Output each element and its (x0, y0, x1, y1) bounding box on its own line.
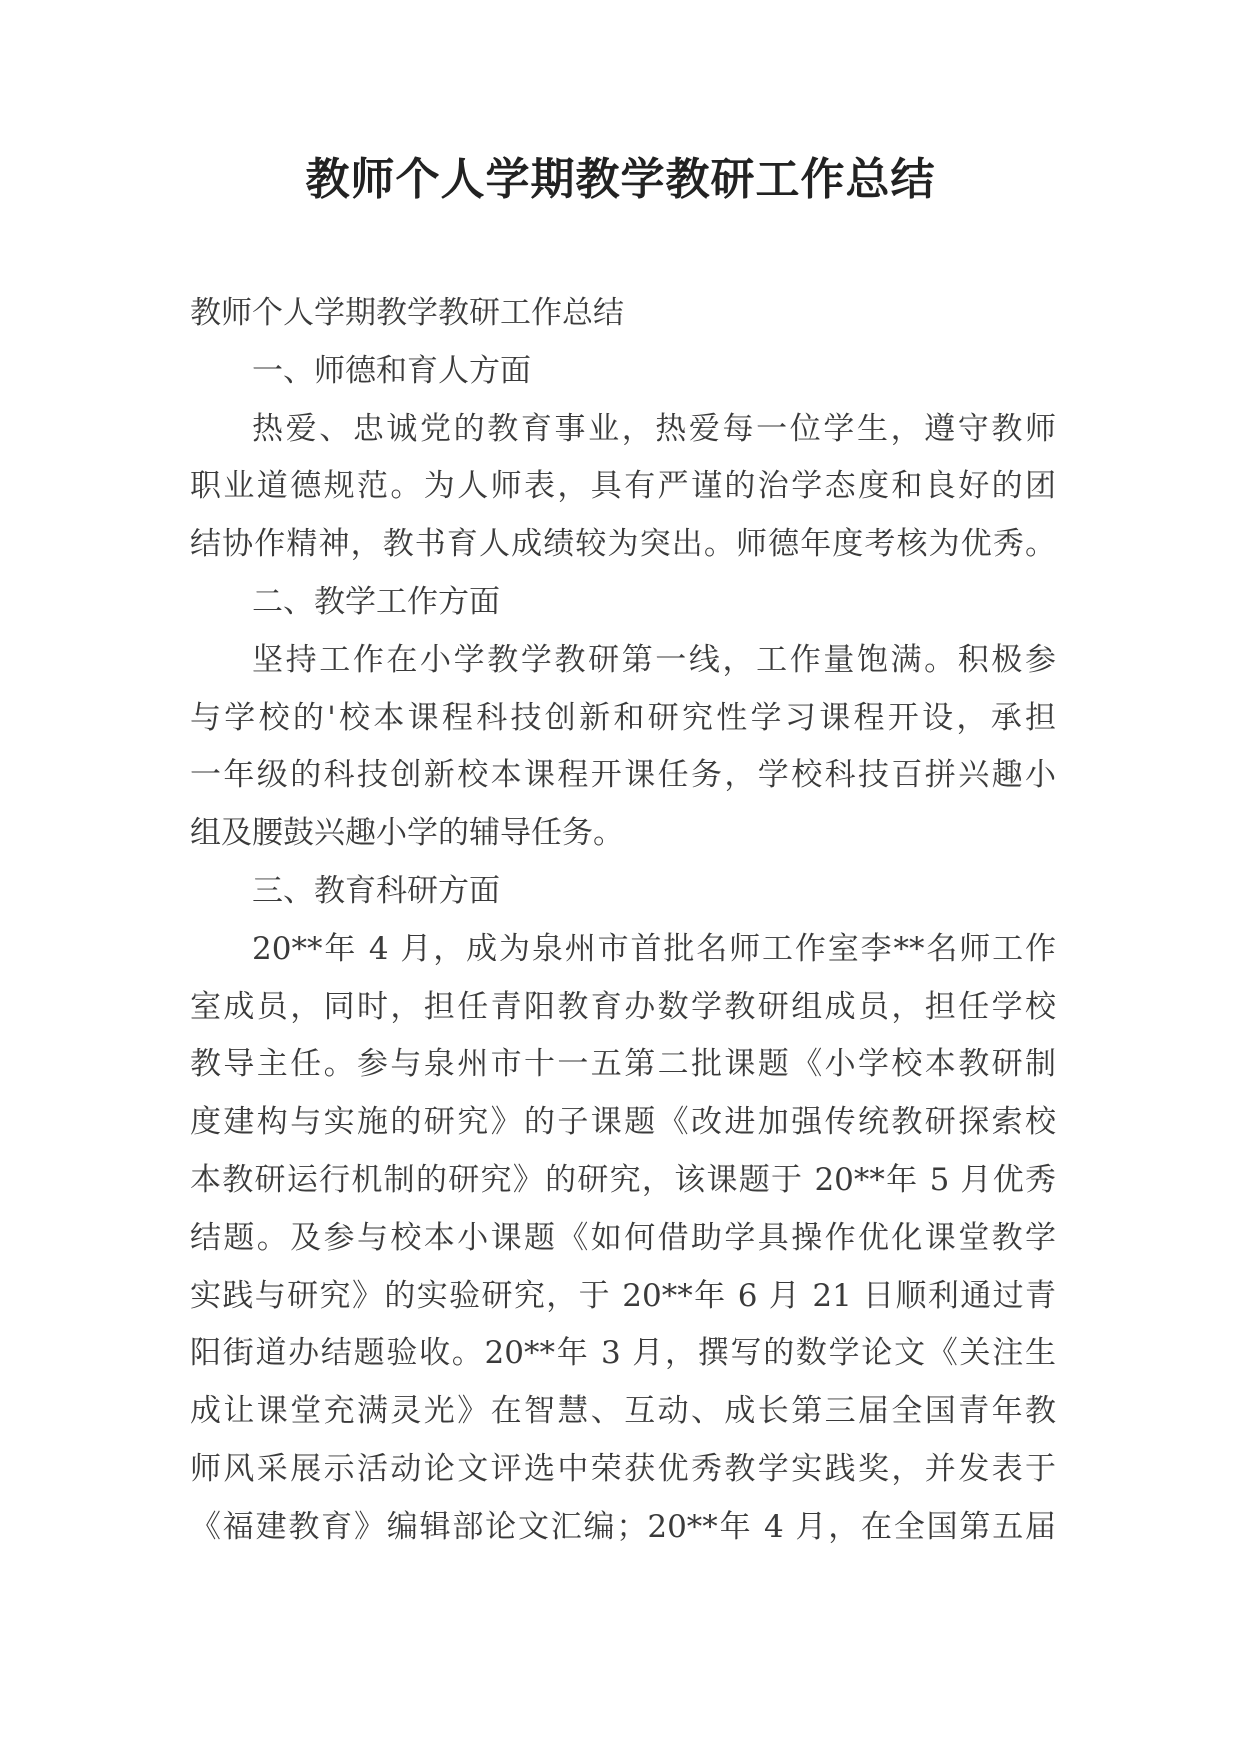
paragraph-line: 本教研运行机制的研究》的研究，该课题于 20**年 5 月优秀 (190, 1161, 1056, 1198)
paragraph-line: 教师个人学期教学教研工作总结 (190, 295, 624, 331)
paragraph-line: 一、师德和育人方面 (252, 352, 531, 389)
paragraph-line: 成让课堂充满灵光》在智慧、互动、成长第三届全国青年教 (190, 1393, 1056, 1430)
paragraph-line: 结题。及参与校本小课题《如何借助学具操作优化课堂教学 (190, 1219, 1056, 1256)
paragraph-line: 阳街道办结题验收。20**年 3 月，撰写的数学论文《关注生 (190, 1335, 1056, 1372)
paragraph-line: 组及腰鼓兴趣小学的辅导任务。 (190, 815, 624, 852)
paragraph-line: 二、教学工作方面 (252, 583, 500, 620)
paragraph-line: 职业道德规范。为人师表，具有严谨的治学态度和良好的团 (190, 468, 1056, 505)
paragraph-line: 热爱、忠诚党的教育事业，热爱每一位学生，遵守教师 (252, 410, 1056, 447)
paragraph-line: 室成员，同时，担任青阳教育办数学教研组成员，担任学校 (190, 988, 1056, 1025)
paragraph-line: 度建构与实施的研究》的子课题《改进加强传统教研探索校 (190, 1104, 1056, 1141)
paragraph-line: 教导主任。参与泉州市十一五第二批课题《小学校本教研制 (190, 1046, 1056, 1083)
paragraph-line: 一年级的科技创新校本课程开课任务，学校科技百拼兴趣小 (190, 757, 1056, 794)
document-body (190, 285, 1056, 1557)
paragraph-line: 与学校的'校本课程科技创新和研究性学习课程开设，承担 (190, 699, 1056, 736)
document-title: 教师个人学期教学教研工作总结 (305, 154, 936, 205)
paragraph-line: 《福建教育》编辑部论文汇编；20**年 4 月，在全国第五届 (190, 1508, 1056, 1545)
paragraph-line: 结协作精神，教书育人成绩较为突出。师德年度考核为优秀。 (190, 526, 1056, 563)
paragraph-line: 实践与研究》的实验研究，于 20**年 6 月 21 日顺利通过青 (190, 1277, 1056, 1314)
paragraph-line: 坚持工作在小学教学教研第一线，工作量饱满。积极参 (252, 641, 1056, 678)
paragraph-line: 20**年 4 月，成为泉州市首批名师工作室李**名师工作 (252, 930, 1056, 967)
paragraph-line: 三、教育科研方面 (252, 872, 500, 909)
paragraph-line: 师风采展示活动论文评选中荣获优秀教学实践奖，并发表于 (190, 1450, 1056, 1487)
